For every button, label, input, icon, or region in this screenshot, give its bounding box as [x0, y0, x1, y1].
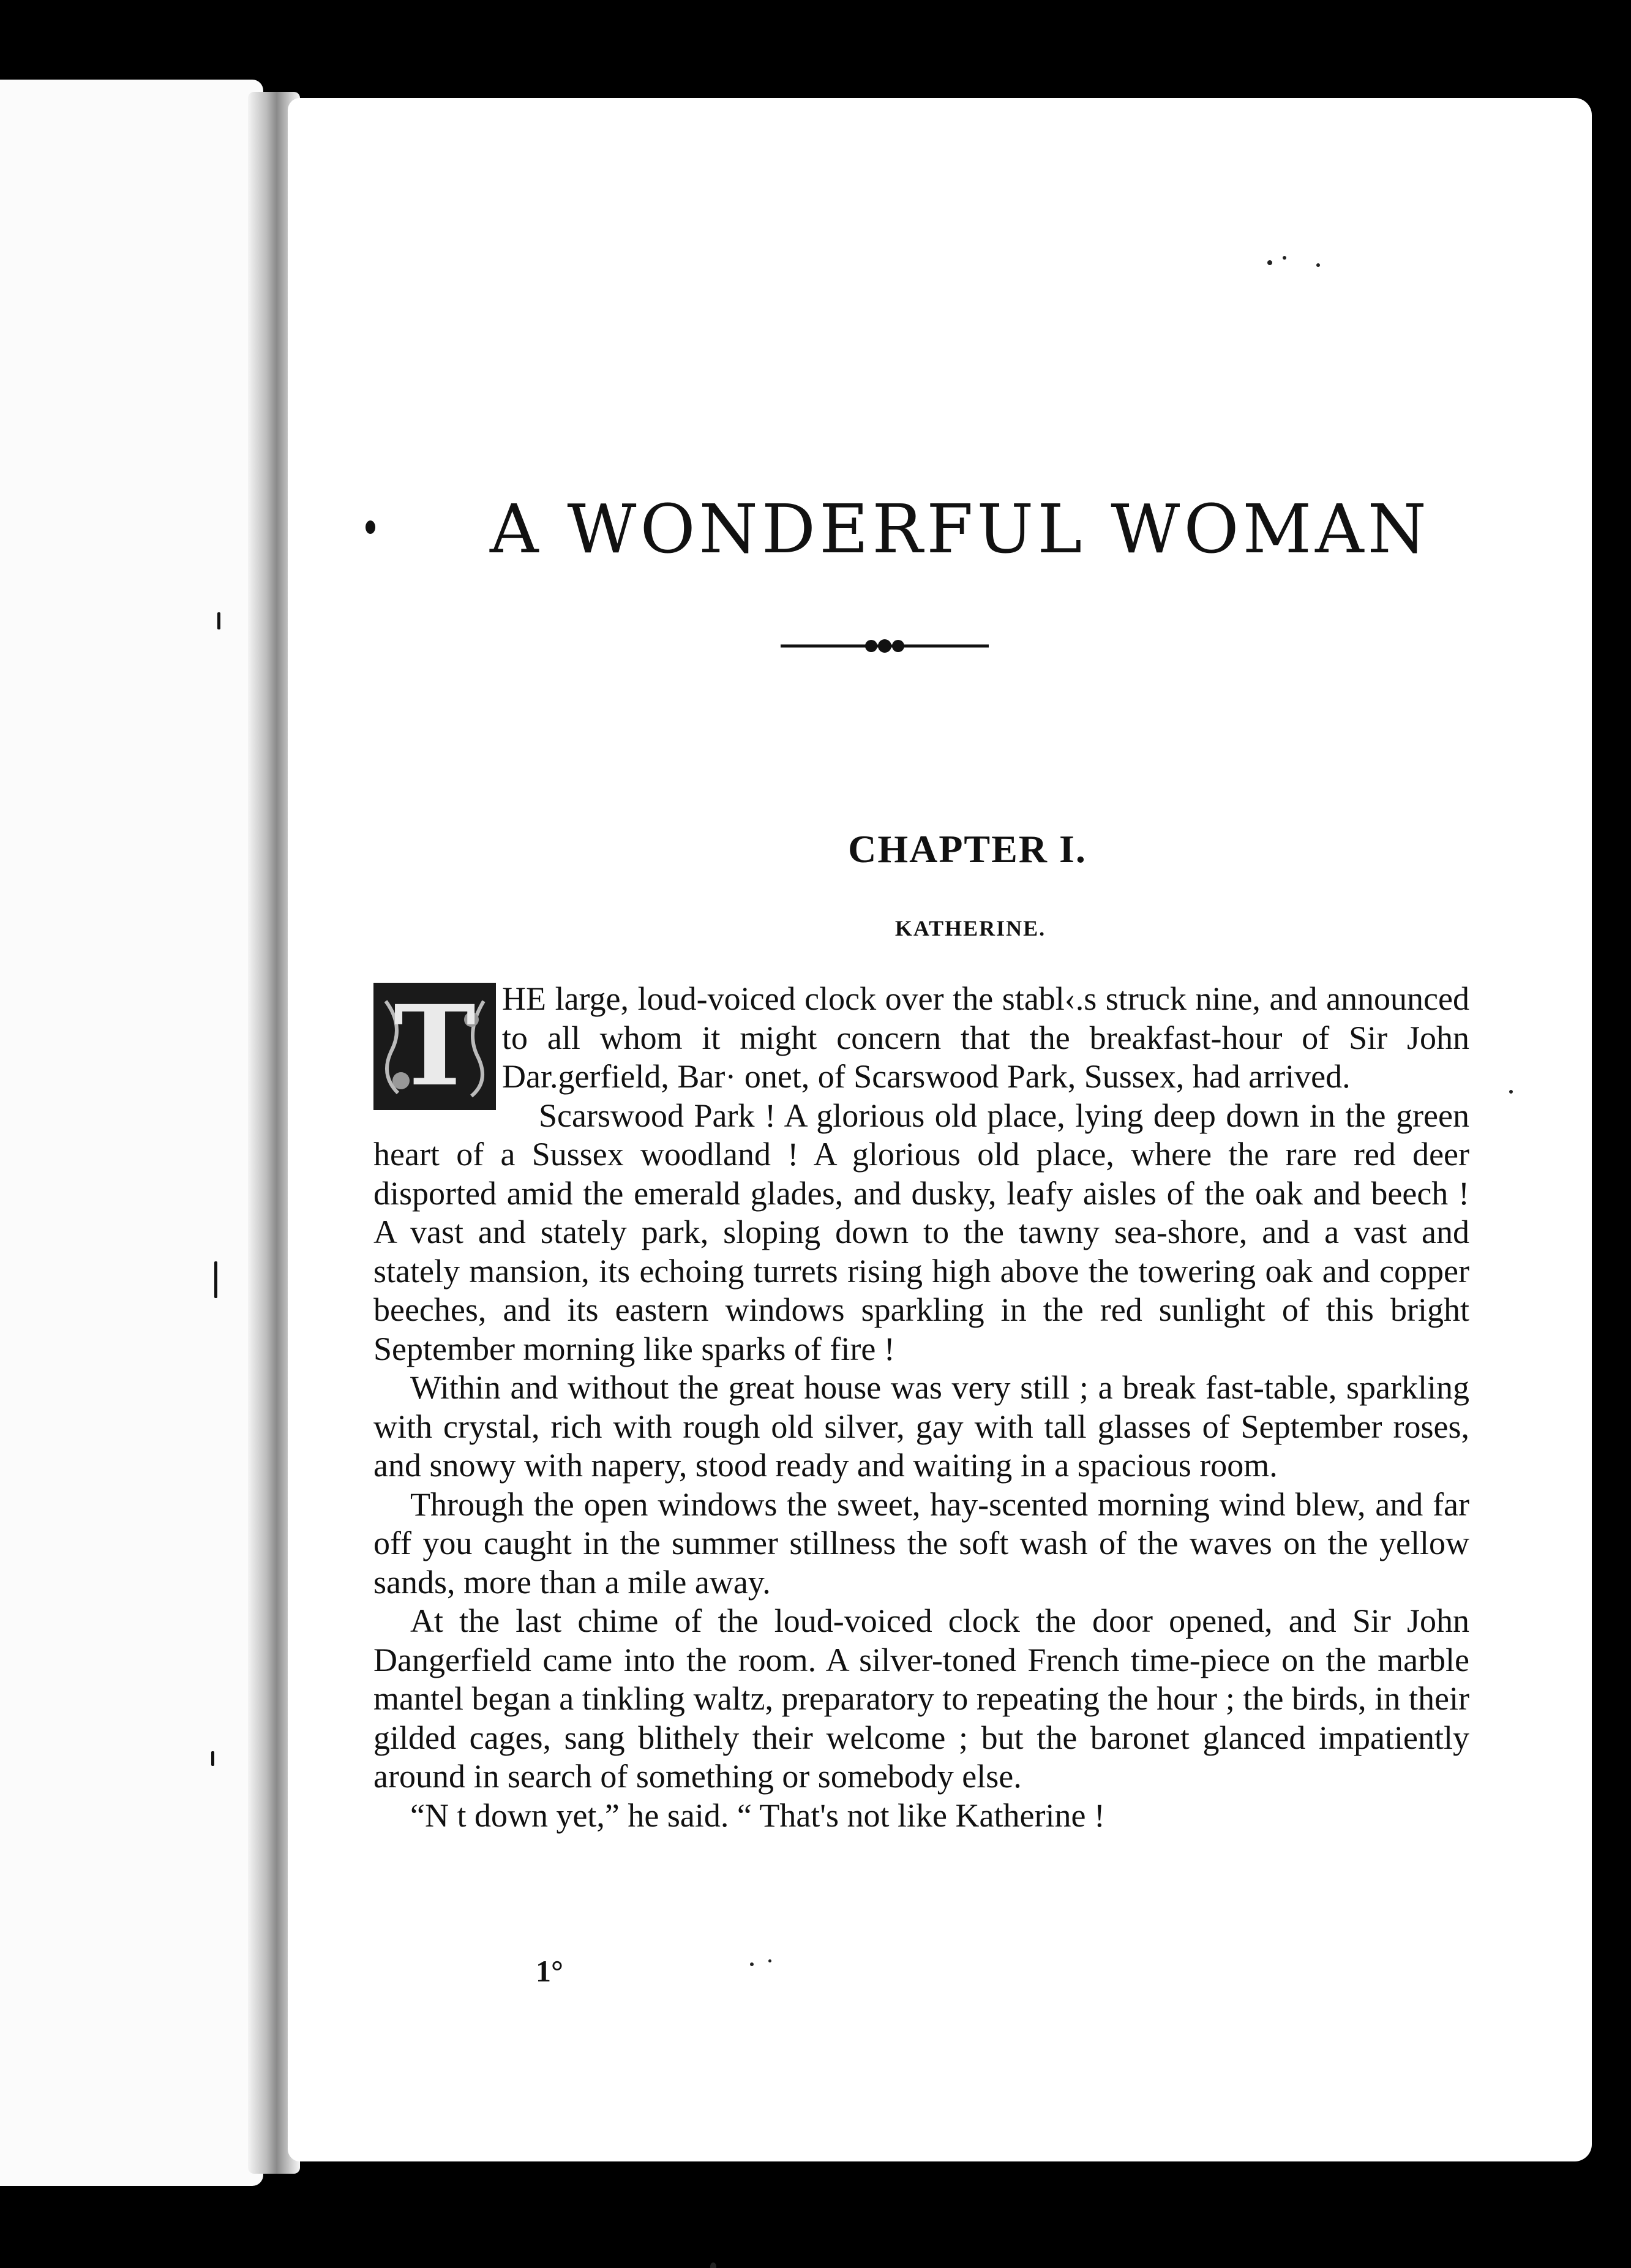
paragraph-6: “N t down yet,” he said. “ That's not like Katherine ! — [410, 1797, 1105, 1834]
chapter-subtitle: KATHERINE. — [894, 916, 1046, 941]
paragraph-2: Scarswood Park ! A glorious old place, lying deep down in the green heart of a Sussex woodland ! A glorious old place, where the rare red deer disported amid the emerald glades, and dusky, leafy aisles of the oak and beech ! A vast and stately park, sloping down to the tawny sea-shore, and a vast and stately mansion, its echoing turrets rising high above the towering oak and copper beeches, and its eastern windows sparkling in the red sunlight of this bright September morning like sparks of fire ! — [373, 1097, 1469, 1367]
chapter-title: CHAPTER I. — [848, 827, 1087, 871]
paragraph-5: At the last chime of the loud-voiced clock the door opened, and Sir John Dangerfield came into the room. A silver-toned French time-piece on the marble mantel began a tinkling waltz, preparatory to repeating the hour ; the birds, in their gilded cages, sang blithely their welcome ; but the baronet glanced impatiently around in search of something or somebody else. — [373, 1602, 1469, 1795]
paragraph-4: Through the open windows the sweet, hay-scented morning wind blew, and far off you caught in the summer stillness the soft wash of the waves on the yellow sands, more than a mile away. — [373, 1485, 1469, 1601]
left-facing-page — [0, 80, 263, 2186]
paragraph-3: Within and without the great house was very still ; a break fast-table, sparkling with crystal, rich with rough old silver, gay with tall glasses of September roses, and snowy with napery, stood ready and waiting in a spacious room. — [373, 1369, 1469, 1484]
title-bullet-mark — [366, 520, 375, 534]
drop-cap-letter: T — [394, 982, 476, 1111]
book-page — [288, 98, 1592, 2161]
page-number: 1° — [536, 1954, 563, 1988]
book-title: A WONDERFUL WOMAN — [490, 490, 1430, 568]
ornament-divider-icon — [781, 634, 989, 658]
chapter-body — [373, 980, 1469, 1835]
paragraph-1: HE large, loud-voiced clock over the stabl‹.s struck nine, and announced to all whom it might concern that the breakfast-hour of Sir John Dar.gerfield, Bar· onet, of Scarswood Park, Sussex, had arrived. — [502, 980, 1469, 1095]
drop-cap-spacer — [373, 980, 502, 1130]
